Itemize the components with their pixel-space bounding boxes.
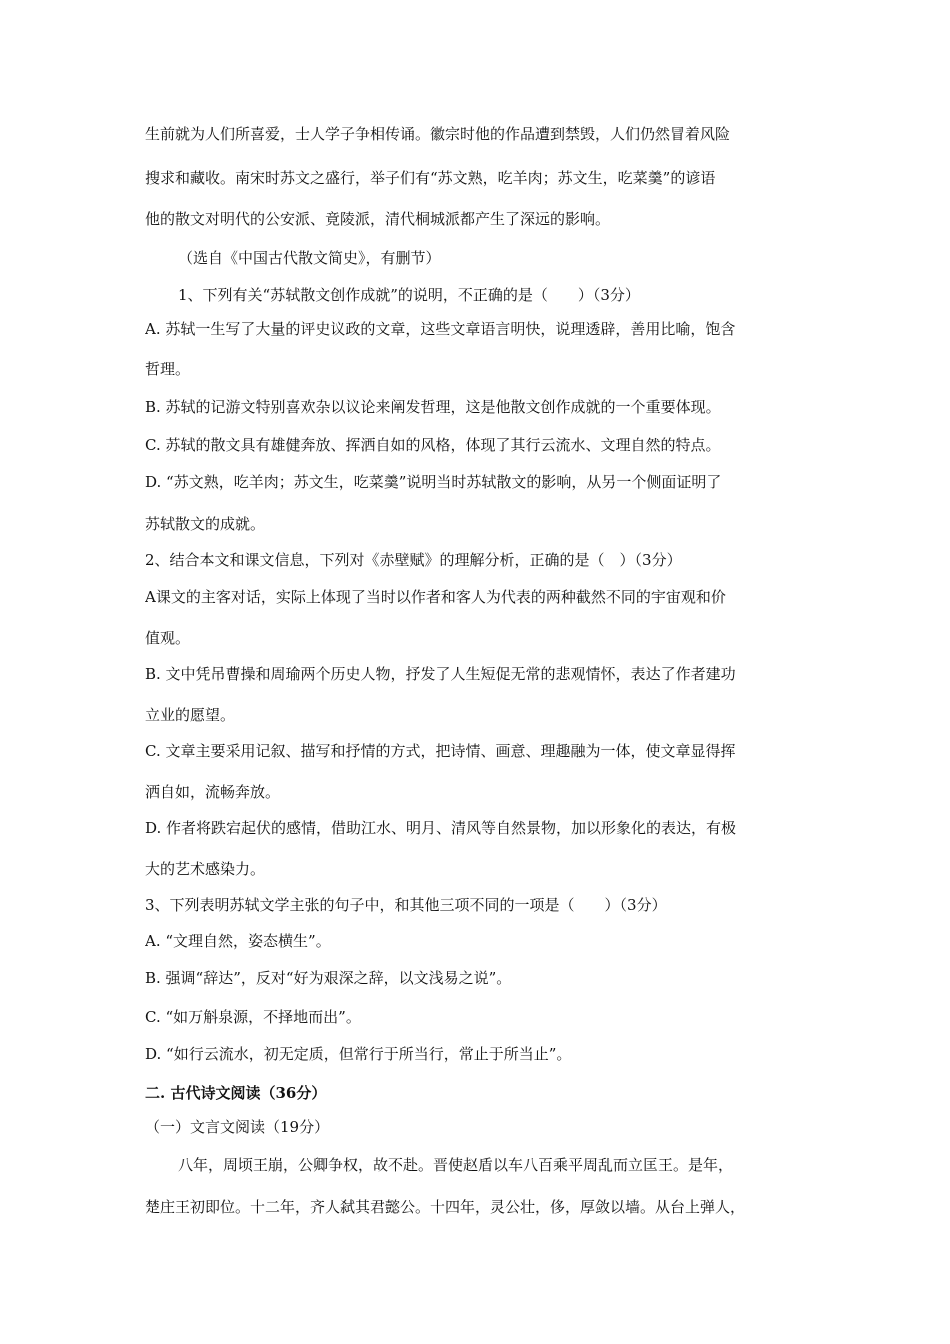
question-3-option: A. “文理自然，姿态横生”。 <box>145 932 331 950</box>
question-1-option: 苏轼散文的成就。 <box>145 515 266 533</box>
question-2-option: 立业的愿望。 <box>145 706 236 724</box>
passage-line: 他的散文对明代的公安派、竟陵派，清代桐城派都产生了深远的影响。 <box>145 210 611 228</box>
question-3-option: D. “如行云流水，初无定质，但常行于所当行，常止于所当止”。 <box>145 1045 572 1063</box>
question-1-stem: 1、下列有关“苏轼散文创作成就”的说明，不正确的是（ ）（3分） <box>178 286 640 304</box>
classical-text-line: 八年，周顷王崩，公卿争权，故不赴。晋使赵盾以车八百乘平周乱而立匡王。是年， <box>178 1156 734 1174</box>
question-2-option: 值观。 <box>145 629 191 647</box>
question-3-option: C. “如万斛泉源，不择地而出”。 <box>145 1008 361 1026</box>
passage-line: 生前就为人们所喜爱，士人学子争相传诵。徽宗时他的作品遭到禁毁，人们仍然冒着风险 <box>145 125 731 143</box>
question-2-option: D. 作者将跌宕起伏的感情，借助江水、明月、清风等自然景物，加以形象化的表达，有极 <box>145 819 737 837</box>
question-2-stem: 2、结合本文和课文信息，下列对《赤壁赋》的理解分析，正确的是（ ）（3分） <box>145 551 682 569</box>
question-2-option: C. 文章主要采用记叙、描写和抒情的方式，把诗情、画意、理趣融为一体，使文章显得挥 <box>145 742 736 760</box>
question-1-option: B. 苏轼的记游文特别喜欢杂以议论来阐发哲理，这是他散文创作成就的一个重要体现。 <box>145 398 721 416</box>
question-1-option: C. 苏轼的散文具有雄健奔放、挥洒自如的风格，体现了其行云流水、文理自然的特点。 <box>145 436 721 454</box>
question-2-option: 大的艺术感染力。 <box>145 860 266 878</box>
section-2-subtitle: （一）文言文阅读（19分） <box>145 1118 330 1136</box>
section-2-title: 二. 古代诗文阅读（36分） <box>145 1084 327 1102</box>
source-note: （选自《中国古代散文简史》，有删节） <box>178 249 441 267</box>
question-1-option: A. 苏轼一生写了大量的评史议政的文章，这些文章语言明快，说理透辟，善用比喻，饱含 <box>145 320 736 338</box>
question-3-stem: 3、下列表明苏轼文学主张的句子中，和其他三项不同的一项是（ ）（3分） <box>145 896 667 914</box>
question-2-option: A课文的主客对话，实际上体现了当时以作者和客人为代表的两种截然不同的宇宙观和价 <box>145 588 726 606</box>
question-1-option: 哲理。 <box>145 360 191 378</box>
question-3-option: B. 强调“辞达”，反对“好为艰深之辞，以文浅易之说”。 <box>145 969 512 987</box>
classical-text-line: 楚庄王初即位。十二年，齐人弑其君懿公。十四年，灵公壮，侈，厚敛以墙。从台上弹人， <box>145 1198 746 1216</box>
question-2-option: 洒自如，流畅奔放。 <box>145 783 281 801</box>
passage-line: 搜求和藏收。南宋时苏文之盛行，举子们有“苏文熟，吃羊肉；苏文生，吃菜羹”的谚语 <box>145 169 716 187</box>
question-1-option: D. “苏文熟，吃羊肉；苏文生，吃菜羹”说明当时苏轼散文的影响，从另一个侧面证明了 <box>145 473 722 491</box>
question-2-option: B. 文中凭吊曹操和周瑜两个历史人物，抒发了人生短促无常的悲观情怀，表达了作者建功 <box>145 665 736 683</box>
